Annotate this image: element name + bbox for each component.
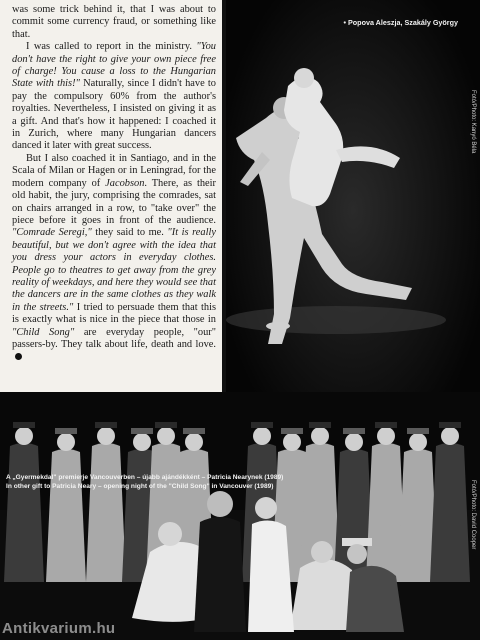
text-run: I was called to report in the ministry.: [26, 41, 197, 53]
article-body: [12, 4, 216, 364]
italic-quote: "It is really beautiful, but we don't agree with the idea that you dress your actors in everyday clothes. People go to theatres to get away from the grey reality of weekdays, and here they would see that the dancers are in the same clothes as they walk in the streets.": [12, 227, 216, 313]
article-paragraph: [12, 4, 216, 41]
text-run: I tried to persuade them that this is exactly what is nice in the piece that those in: [12, 301, 216, 326]
bottom-photo-caption: [0, 470, 480, 510]
article-paragraph: [12, 41, 216, 153]
watermark: Antikvarium.hu: [2, 620, 116, 637]
italic-quote: "You don't have the right to give your own piece free of charge! You cause a loss to the Hungarian State with this!": [12, 41, 216, 90]
ensemble-dancers-illustration: [0, 392, 480, 640]
end-of-article-mark: [15, 353, 22, 360]
text-run: they said to me.: [91, 227, 168, 239]
ensemble-photo: [0, 392, 480, 640]
article-paragraph: [12, 153, 216, 364]
caption-hungarian: A „Gyermekdal" premierje Vancouverben – újabb ajándékként – Patricia Nearynek (1989): [6, 474, 284, 481]
top-photo-caption: • Popova Aleszja, Szakály György: [343, 18, 458, 27]
bottom-photo-credit: Fotó/Photo: David Cooper: [470, 480, 476, 550]
text-run: are everyday people, "our" passers-by. They talk about life, death and love.: [12, 326, 217, 350]
text-run: But I also coached it in Santiago, and in the Scala of Milan or Hagen or in Leningrad, for the modern company of: [12, 152, 216, 189]
italic-quote: "Child Song": [12, 326, 75, 338]
top-photo-credit: Fotó/Photo: Kanyó Béla: [470, 90, 476, 154]
italic-quote: Jacobson: [105, 177, 145, 189]
italic-quote: "Comrade Seregi,": [12, 227, 92, 239]
caption-english: In other gift to Patricia Neary – opening night of the "Child Song" in Vancouver (1989): [6, 482, 274, 490]
text-run: was some trick behind it, that I was about to commit some currency fraud, or something like that.: [12, 4, 216, 40]
text-run: Naturally, since I didn't have to pay the compulsory 60% from the author's royalties. Nevertheless, I insisted on giving it as a gift. And that's how it happened: I coached it in Zurich, where many Hungarian dancers danced it later with great success.: [12, 78, 216, 152]
text-run: . There, as their old habit, the jury, comprising the comrades, sat on chairs arranged in a row, to "take over" the piece before it goes in front of the audience.: [12, 177, 216, 226]
